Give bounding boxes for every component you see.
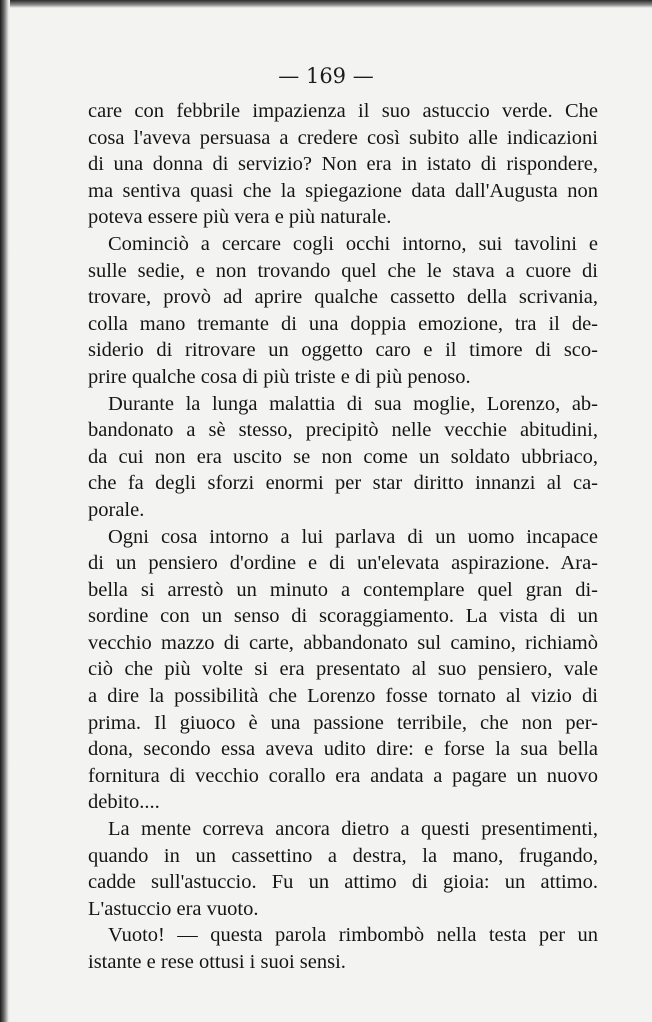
text-line: siderio di ritrovare un oggetto caro e il timore di sco- bbox=[88, 339, 598, 362]
text-line: bandonato a sè stesso, precipitò nelle vecchie abitudini, bbox=[88, 419, 598, 442]
text-line: Ogni cosa intorno a lui parlava di un uomo incapace bbox=[108, 525, 598, 548]
text-line: che fa degli sforzi enormi per star diritto innanzi al ca- bbox=[88, 472, 598, 495]
text-line: prire qualche cosa di più triste e di più penoso. bbox=[88, 365, 471, 388]
text-line: prima. Il giuoco è una passione terribile, che non per- bbox=[88, 711, 598, 734]
text-line: debito.... bbox=[88, 791, 160, 814]
page-top-edge-shadow bbox=[0, 0, 652, 8]
text-line: ma sentiva quasi che la spiegazione data dall'Augusta non bbox=[88, 179, 598, 202]
text-line: Durante la lunga malattia di sua moglie, Lorenzo, ab- bbox=[108, 392, 598, 415]
text-line: di un pensiero d'ordine e di un'elevata aspirazione. Ara- bbox=[88, 552, 598, 575]
text-line: dona, secondo essa aveva udito dire: e forse la sua bella bbox=[88, 738, 598, 761]
text-line: di una donna di servizio? Non era in istato di rispondere, bbox=[88, 153, 598, 176]
body-text bbox=[88, 98, 598, 976]
text-line: trovare, provò ad aprire qualche cassetto della scrivania, bbox=[88, 286, 598, 309]
text-line: colla mano tremante di una doppia emozione, tra il de- bbox=[88, 312, 598, 335]
paragraph bbox=[88, 922, 598, 975]
page-number: — 169 — bbox=[278, 64, 374, 88]
text-line: porale. bbox=[88, 498, 145, 521]
text-line: bella si arrestò un minuto a contemplare quel gran di- bbox=[88, 578, 598, 601]
text-line: quando in un cassettino a destra, la mano, frugando, bbox=[88, 844, 598, 867]
text-line: Vuoto! — questa parola rimbombò nella testa per un bbox=[108, 924, 598, 947]
text-line: sulle sedie, e non trovando quel che le stava a cuore di bbox=[88, 259, 598, 282]
page-binding-edge-shadow bbox=[0, 0, 10, 1022]
text-line: cosa l'aveva persuasa a credere così subito alle indicazioni bbox=[88, 126, 598, 149]
text-line: vecchio mazzo di carte, abbandonato sul camino, richiamò bbox=[88, 631, 598, 654]
text-line: sordine con un senso di scoraggiamento. La vista di un bbox=[88, 605, 598, 628]
paragraph bbox=[88, 391, 598, 524]
text-line: Cominciò a cercare cogli occhi intorno, sui tavolini e bbox=[108, 232, 598, 255]
text-line: care con febbrile impazienza il suo astuccio verde. Che bbox=[88, 100, 598, 122]
text-line: poteva essere più vera e più naturale. bbox=[88, 206, 392, 229]
paragraph bbox=[88, 816, 598, 922]
text-line: a dire la possibilità che Lorenzo fosse tornato al vizio di bbox=[88, 685, 598, 708]
text-line: ciò che più volte si era presentato al suo pensiero, vale bbox=[88, 658, 598, 681]
text-line: istante e rese ottusi i suoi sensi. bbox=[88, 951, 346, 973]
paragraph bbox=[88, 524, 598, 817]
text-line: fornitura di vecchio corallo era andata a pagare un nuovo bbox=[88, 764, 598, 787]
paragraph bbox=[88, 231, 598, 391]
text-line: La mente correva ancora dietro a questi presentimenti, bbox=[108, 818, 598, 841]
text-line: da cui non era uscito se non come un soldato ubbriaco, bbox=[88, 445, 598, 468]
paragraph bbox=[88, 98, 598, 231]
text-line: L'astuccio era vuoto. bbox=[88, 897, 259, 920]
text-line: cadde sull'astuccio. Fu un attimo di gioia: un attimo. bbox=[88, 871, 598, 894]
